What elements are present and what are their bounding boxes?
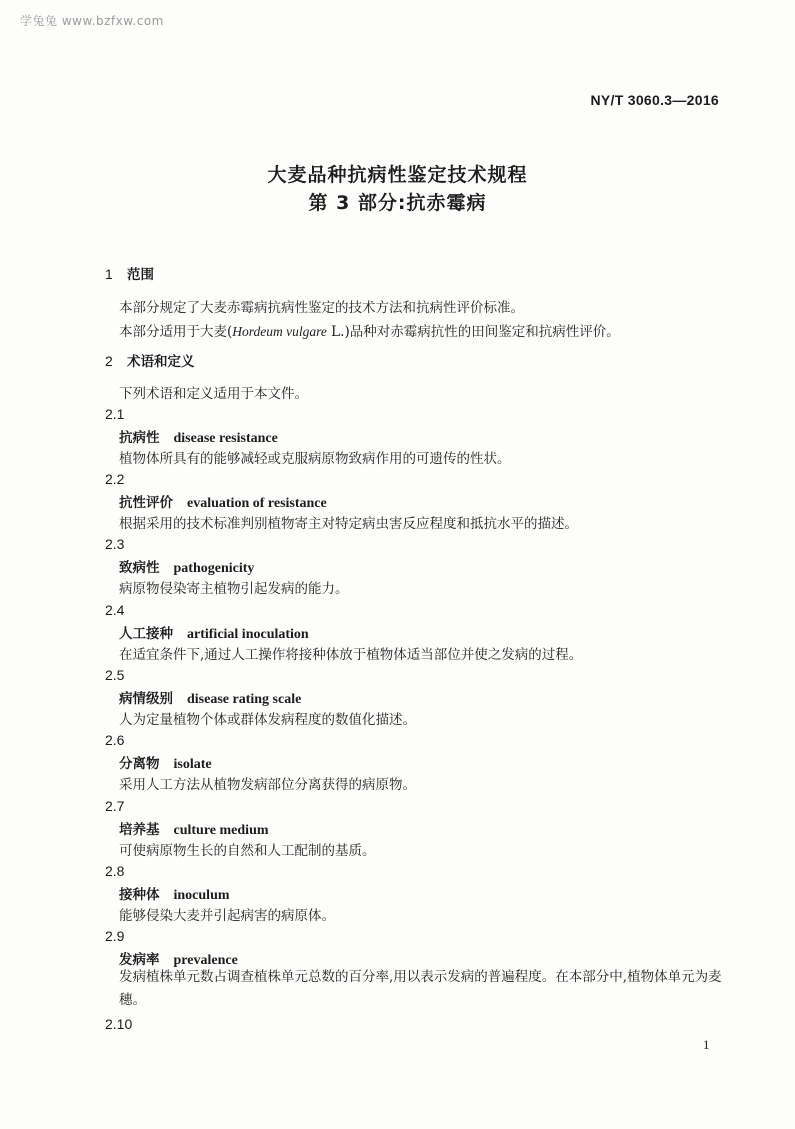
term-number: 2.6 [105,732,125,748]
paragraph: 本部分规定了大麦赤霉病抗病性鉴定的技术方法和抗病性评价标准。 [119,300,524,316]
term-definition: 发病植株单元数占调查植株单元总数的百分率,用以表示发病的普遍程度。在本部分中,植物体单元为麦穗。 [119,969,722,1008]
document-subtitle: 第 3 部分:抗赤霉病 [308,192,487,214]
term-heading [119,752,212,773]
term-heading [119,491,327,512]
term-definition: 病原物侵染寄主植物引起发病的能力。 [119,581,349,597]
term-definition: 在适宜条件下,通过人工操作将接种体放于植物体适当部位并使之发病的过程。 [119,647,583,663]
term-number: 2.2 [105,471,125,487]
term-heading [119,556,254,577]
term-number: 2.8 [105,863,125,879]
text-run: 本部分适用于大麦( [119,324,233,340]
term-zh: 发病率 [119,952,160,968]
section-number: 2 [105,353,113,369]
term-zh: 接种体 [119,887,160,903]
term-number: 2.4 [105,602,125,618]
section-number: 1 [105,266,113,282]
section-title: 范围 [127,267,154,283]
watermark: 学兔兔 www.bzfxw.com [20,14,164,28]
term-heading [119,622,309,643]
species-name: Hordeum vulgare [232,324,327,339]
term-number: 2.9 [105,928,125,944]
term-heading [119,883,230,904]
term-en: prevalence [173,953,238,968]
term-definition: 植物体所具有的能够减轻或克服病原物致病作用的可遗传的性状。 [119,451,511,467]
standard-number: NY/T 3060.3—2016 [590,92,719,108]
term-en: pathogenicity [173,561,255,576]
term-zh: 抗性评价 [119,495,173,511]
section-1-heading [105,263,154,283]
term-en: disease rating scale [187,692,302,707]
term-en: culture medium [173,823,269,838]
term-number: 2.7 [105,798,125,814]
term-definition: 人为定量植物个体或群体发病程度的数值化描述。 [119,712,416,728]
term-en: artificial inoculation [187,627,309,642]
term-zh: 人工接种 [119,626,173,642]
term-number: 2.3 [105,536,125,552]
term-definition: 可使病原物生长的自然和人工配制的基质。 [119,843,376,859]
term-en: disease resistance [173,431,278,446]
term-number: 2.1 [105,406,125,422]
paragraph [119,320,620,340]
term-zh: 病情级别 [119,691,173,707]
term-number: 2.10 [105,1016,133,1032]
term-zh: 致病性 [119,560,160,576]
section-title: 术语和定义 [127,354,195,370]
term-definition: 根据采用的技术标准判别植物寄主对特定病虫害反应程度和抵抗水平的描述。 [119,516,578,532]
term-heading [119,818,269,839]
term-zh: 分离物 [119,756,160,772]
term-definition: 采用人工方法从植物发病部位分离获得的病原物。 [119,777,416,793]
document-title: 大麦品种抗病性鉴定技术规程 [267,164,528,186]
paragraph: 下列术语和定义适用于本文件。 [119,386,308,402]
term-definition: 能够侵染大麦并引起病害的病原体。 [119,908,335,924]
term-number: 2.5 [105,667,125,683]
term-en: inoculum [173,888,230,903]
term-zh: 培养基 [119,822,160,838]
term-en: isolate [173,757,212,772]
page-number: 1 [703,1037,710,1052]
term-heading [119,687,301,708]
section-2-heading [105,350,195,370]
term-en: evaluation of resistance [187,496,327,511]
term-heading [119,426,278,447]
text-run: L.)品种对赤霉病抗性的田间鉴定和抗病性评价。 [326,324,620,340]
term-zh: 抗病性 [119,430,160,446]
